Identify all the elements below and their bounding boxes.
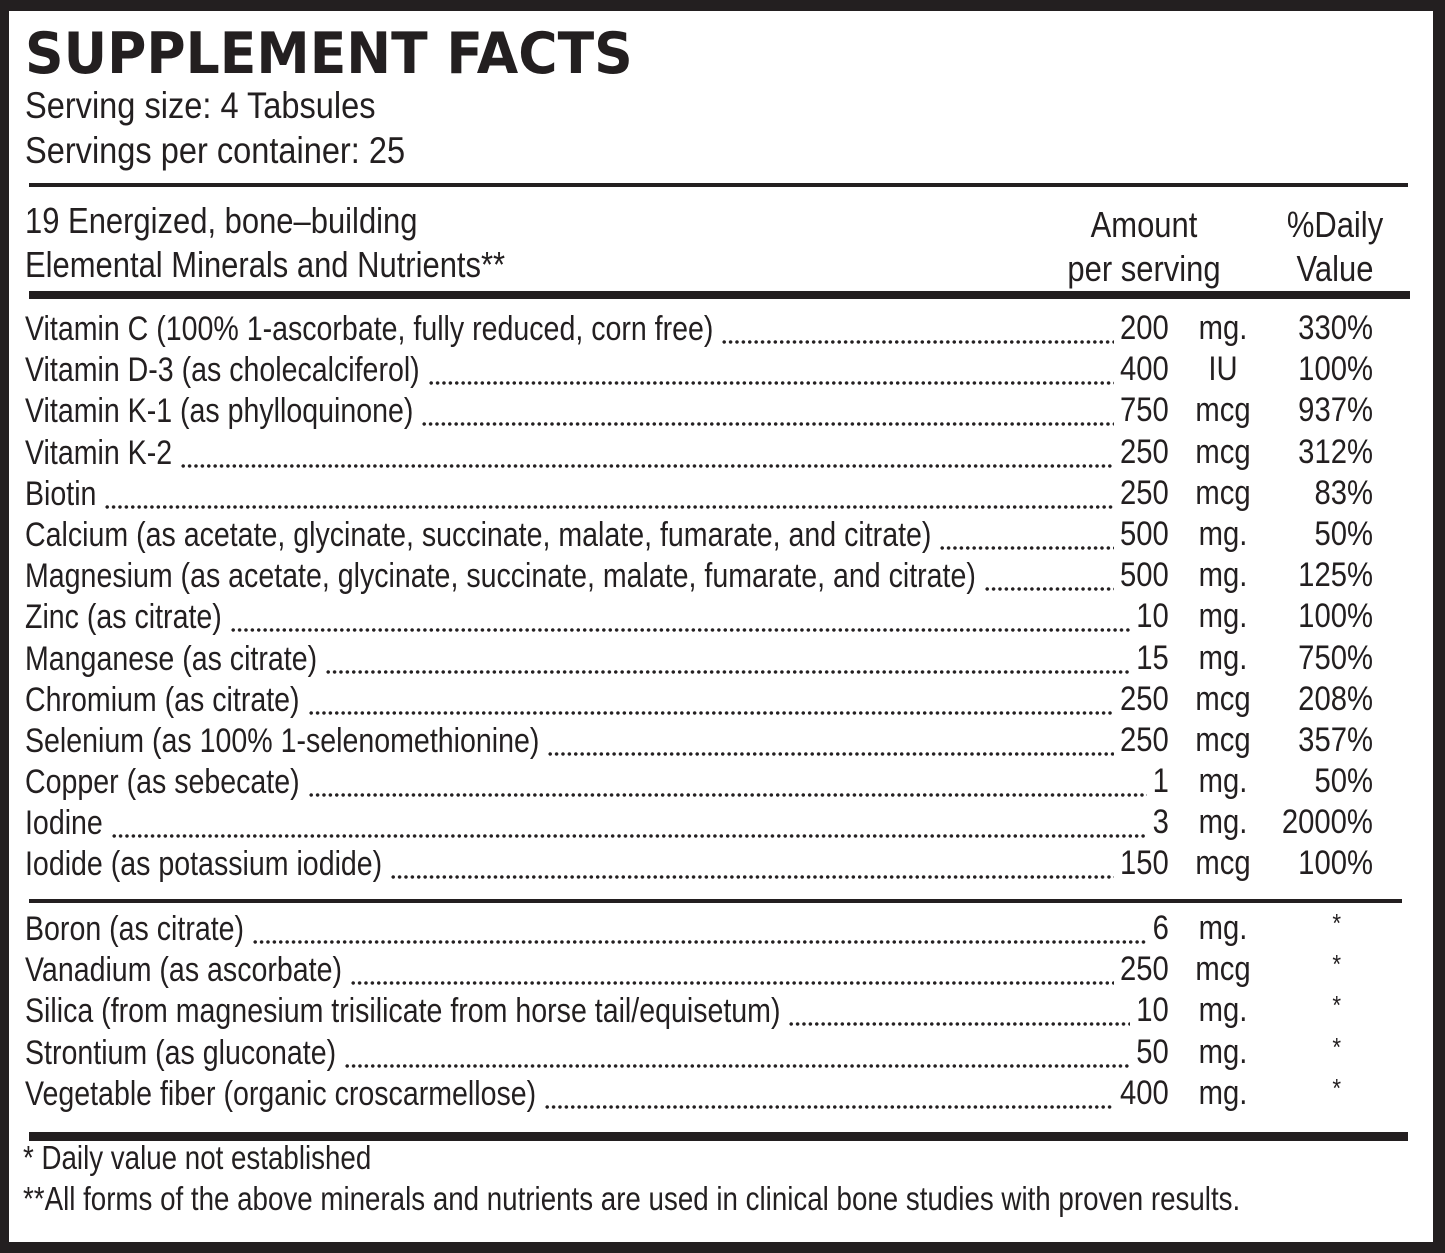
dot-leader <box>104 504 1114 510</box>
header-amount <box>1062 203 1225 291</box>
nutrient-daily-value: 100% <box>1298 350 1373 389</box>
dot-leader <box>721 339 1114 345</box>
nutrient-row <box>9 596 1433 637</box>
nutrient-name: Vitamin K-2 <box>25 433 173 472</box>
nutrient-unit: mg. <box>1198 514 1248 553</box>
dot-leader <box>547 751 1114 757</box>
nutrient-amount: 750 <box>1120 391 1169 430</box>
dot-leader <box>325 669 1130 675</box>
nutrient-daily-value: 50% <box>1314 762 1373 801</box>
dot-leader <box>939 545 1114 551</box>
nutrient-amount: 500 <box>1120 556 1169 595</box>
other-nutrient-row <box>9 990 1433 1031</box>
other-nutrient-row <box>9 908 1433 949</box>
other-nutrient-row <box>9 1073 1433 1114</box>
nutrient-name: Boron (as citrate) <box>25 910 245 948</box>
nutrient-daily-value: 750% <box>1298 638 1373 677</box>
nutrient-name-wrap <box>25 1073 634 1114</box>
servings-per-container: Servings per container: 25 <box>25 130 406 171</box>
nutrient-amount: 200 <box>1120 309 1169 347</box>
nutrient-row <box>9 432 1433 473</box>
nutrient-name-wrap <box>25 843 450 884</box>
supplement-facts-label <box>9 11 1433 1242</box>
serving-size: Serving size: 4 Tabsules <box>25 85 376 126</box>
header-amount-line2: per serving <box>1067 248 1221 289</box>
nutrient-row <box>9 390 1433 431</box>
dot-leader <box>344 1063 1130 1069</box>
nutrient-name: Vitamin D-3 (as cholecalciferol) <box>25 351 420 390</box>
nutrient-name-wrap <box>25 908 286 949</box>
nutrient-amount: 150 <box>1120 844 1169 883</box>
dot-leader <box>421 421 1114 427</box>
nutrient-daily-value: 2000% <box>1281 803 1373 842</box>
nutrient-name: Strontium (as gluconate) <box>25 1033 337 1072</box>
nutrient-daily-value: * <box>1332 949 1341 980</box>
label-title: SUPPLEMENT FACTS <box>25 21 633 87</box>
nutrient-amount: 10 <box>1136 597 1169 636</box>
nutrient-row <box>9 679 1433 720</box>
dot-leader <box>230 627 1131 633</box>
nutrient-amount: 1 <box>1152 762 1169 801</box>
dot-leader <box>111 833 1147 839</box>
dot-leader <box>252 939 1147 945</box>
nutrient-unit: mg. <box>1198 309 1248 347</box>
nutrient-amount: 250 <box>1120 679 1169 718</box>
nutrient-amount: 3 <box>1152 803 1169 842</box>
nutrient-name: Biotin <box>25 474 97 513</box>
nutrient-daily-value: 50% <box>1314 514 1373 553</box>
header-description <box>25 199 505 287</box>
nutrient-name: Vitamin K-1 (as phylloquinone) <box>25 392 414 431</box>
nutrient-amount: 6 <box>1152 909 1169 947</box>
header-daily-value <box>1275 203 1395 291</box>
nutrient-unit: mg. <box>1198 803 1248 842</box>
nutrient-name: Silica (from magnesium trisilicate from horse tail/equisetum) <box>25 992 781 1031</box>
nutrient-name: Vitamin C (100% 1-ascorbate, fully reduced, corn free) <box>25 310 714 348</box>
nutrient-name: Copper (as sebecate) <box>25 763 300 802</box>
nutrient-unit: mg. <box>1198 1032 1248 1071</box>
nutrient-name: Vegetable fiber (organic croscarmellose) <box>25 1074 537 1113</box>
nutrient-row <box>9 720 1433 761</box>
nutrient-amount: 250 <box>1120 950 1169 989</box>
dot-leader <box>544 1104 1114 1110</box>
nutrient-daily-value: 100% <box>1298 597 1373 636</box>
nutrient-amount: 15 <box>1136 638 1169 677</box>
other-nutrient-list <box>9 908 1433 1114</box>
nutrient-amount: 10 <box>1136 991 1169 1030</box>
nutrient-row <box>9 638 1433 679</box>
nutrient-name: Iodine <box>25 804 103 843</box>
nutrient-row <box>9 308 1433 349</box>
nutrient-daily-value: * <box>1332 990 1341 1021</box>
nutrient-name-wrap <box>25 679 352 720</box>
nutrient-list <box>9 308 1433 885</box>
nutrient-row <box>9 761 1433 802</box>
nutrient-unit: mg. <box>1198 638 1248 677</box>
nutrient-daily-value: 330% <box>1298 309 1373 347</box>
dot-leader <box>350 980 1114 986</box>
nutrient-daily-value: * <box>1332 1031 1341 1062</box>
divider-top <box>29 183 1408 187</box>
divider-mid <box>29 899 1402 903</box>
nutrient-unit: mg. <box>1198 909 1248 947</box>
nutrient-unit: mcg <box>1195 391 1251 430</box>
nutrient-unit: mg. <box>1198 556 1248 595</box>
nutrient-unit: mg. <box>1198 762 1248 801</box>
nutrient-unit: mg. <box>1198 991 1248 1030</box>
other-nutrient-row <box>9 1032 1433 1073</box>
nutrient-amount: 250 <box>1120 720 1169 759</box>
nutrient-name: Selenium (as 100% 1-selenomethionine) <box>25 721 540 760</box>
dot-leader <box>308 710 1115 716</box>
nutrient-name: Chromium (as citrate) <box>25 680 300 719</box>
dot-leader <box>308 792 1147 798</box>
nutrient-amount: 250 <box>1120 473 1169 512</box>
nutrient-unit: mcg <box>1195 473 1251 512</box>
nutrient-daily-value: 312% <box>1298 432 1373 471</box>
nutrient-row <box>9 802 1433 843</box>
nutrient-unit: IU <box>1208 350 1238 389</box>
nutrient-unit: mcg <box>1195 720 1251 759</box>
header-dv-line2: Value <box>1296 248 1374 289</box>
nutrient-amount: 400 <box>1120 350 1169 389</box>
nutrient-daily-value: 83% <box>1314 473 1373 512</box>
nutrient-name-wrap <box>25 638 373 679</box>
nutrient-unit: mcg <box>1195 950 1251 989</box>
nutrient-name: Manganese (as citrate) <box>25 639 318 678</box>
nutrient-daily-value: 100% <box>1298 844 1373 883</box>
nutrient-amount: 400 <box>1120 1073 1169 1112</box>
nutrient-daily-value: * <box>1332 1072 1341 1103</box>
nutrient-unit: mg. <box>1198 1073 1248 1112</box>
nutrient-daily-value: 208% <box>1298 679 1373 718</box>
nutrient-name-wrap <box>25 949 402 990</box>
nutrient-name-wrap <box>25 349 495 390</box>
other-nutrient-row <box>9 949 1433 990</box>
nutrient-daily-value: 357% <box>1298 720 1373 759</box>
nutrient-unit: mcg <box>1195 432 1251 471</box>
nutrient-unit: mg. <box>1198 597 1248 636</box>
nutrient-row <box>9 349 1433 390</box>
nutrient-daily-value: * <box>1332 908 1341 938</box>
nutrient-amount: 250 <box>1120 432 1169 471</box>
nutrient-name: Vanadium (as ascorbate) <box>25 951 342 990</box>
nutrient-name-wrap <box>25 473 110 514</box>
nutrient-name-wrap <box>25 432 200 473</box>
nutrient-row <box>9 473 1433 514</box>
footnote-forms: **All forms of the above minerals and nutrients are used in clinical bone studies with proven results. <box>23 1180 1241 1217</box>
dot-leader <box>984 586 1114 592</box>
nutrient-name-wrap <box>25 802 118 843</box>
nutrient-name: Calcium (as acetate, glycinate, succinate, malate, fumarate, and citrate) <box>25 515 932 554</box>
nutrient-name-wrap <box>25 761 352 802</box>
nutrient-amount: 500 <box>1120 514 1169 553</box>
nutrient-row <box>9 843 1433 884</box>
divider-header-thick <box>29 291 1410 299</box>
nutrient-name: Zinc (as citrate) <box>25 598 222 637</box>
dot-leader <box>788 1021 1130 1027</box>
nutrient-name: Iodide (as potassium iodide) <box>25 845 383 884</box>
nutrient-name-wrap <box>25 720 637 761</box>
nutrient-amount: 50 <box>1136 1032 1169 1071</box>
nutrient-unit: mcg <box>1195 844 1251 883</box>
nutrient-daily-value: 937% <box>1298 391 1373 430</box>
header-description-line1: 19 Energized, bone–building <box>25 200 418 241</box>
nutrient-row <box>9 514 1433 555</box>
nutrient-name-wrap <box>25 1032 395 1073</box>
footnote-dv: * Daily value not established <box>23 1139 372 1176</box>
header-description-line2: Elemental Minerals and Nutrients** <box>25 244 506 285</box>
header-dv-line1: %Daily <box>1286 204 1384 245</box>
dot-leader <box>390 874 1114 880</box>
label-panel <box>9 11 1433 1242</box>
nutrient-name: Magnesium (as acetate, glycinate, succinate, malate, fumarate, and citrate) <box>25 557 976 596</box>
dot-leader <box>428 380 1115 386</box>
nutrient-name-wrap <box>25 390 487 431</box>
nutrient-daily-value: 125% <box>1298 556 1373 595</box>
nutrient-unit: mcg <box>1195 679 1251 718</box>
header-amount-line1: Amount <box>1090 204 1198 245</box>
nutrient-name-wrap <box>25 596 259 637</box>
nutrient-row <box>9 555 1433 596</box>
dot-leader <box>180 463 1114 469</box>
